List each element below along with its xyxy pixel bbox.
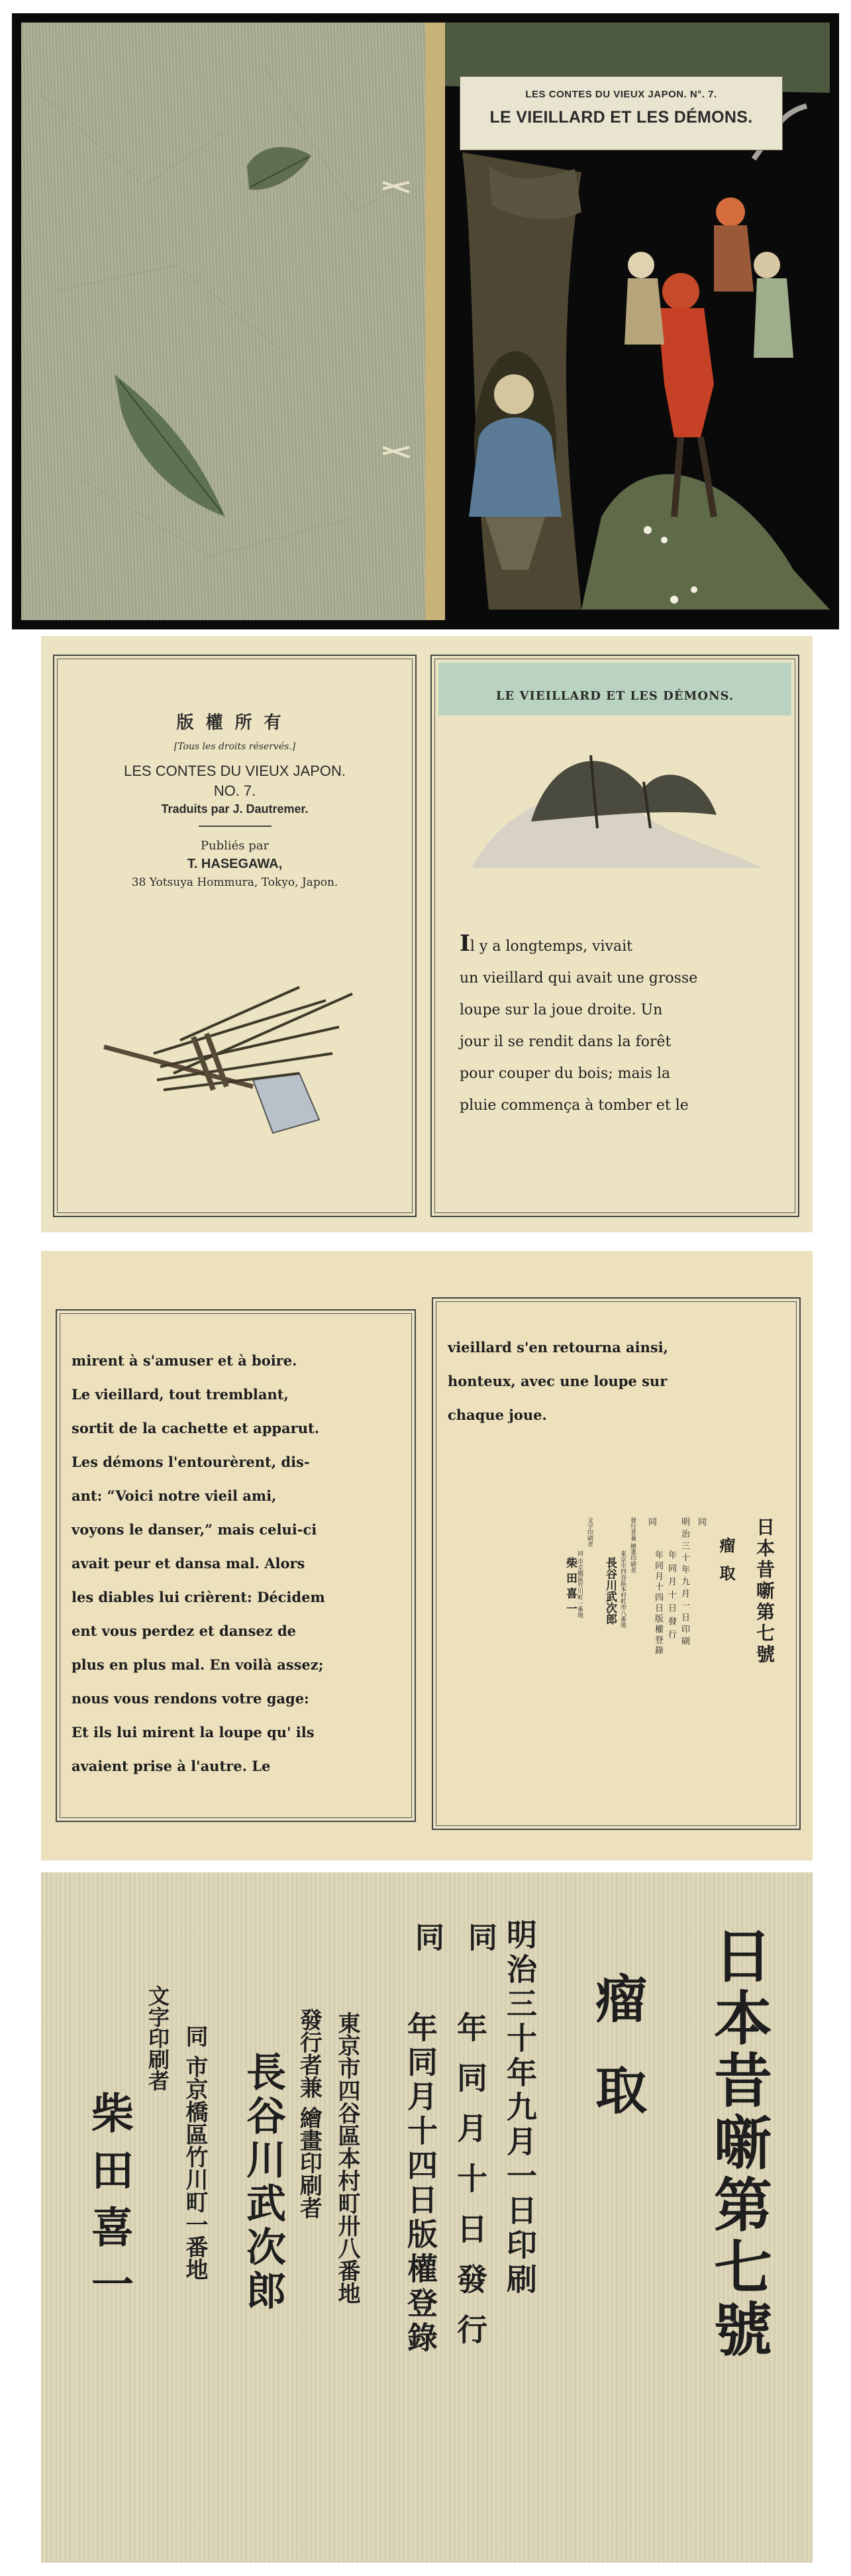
colophon-publish-date: 年同月十日發行 <box>666 1550 676 1643</box>
colophon-same: 同 <box>646 1517 656 1526</box>
publisher-role: 發行者兼 繪畫印刷者 <box>295 2008 323 2219</box>
printer-role: 文字印刷者 <box>145 1985 170 2091</box>
divider <box>199 826 272 827</box>
text-line: vieillard s'en retourna ainsi, <box>448 1339 668 1356</box>
publisher-address: 東京市四谷區本村町卅八番地 <box>334 2012 360 2304</box>
colophon-printer-role: 文字印刷者 <box>586 1517 593 1547</box>
colophon-printer-address: 同 市京橋區竹川町一番地 <box>576 1550 583 1618</box>
text-line: ent vous perdez et dansez de <box>72 1623 297 1639</box>
text-line: mirent à s'amuser et à boire. <box>72 1352 297 1369</box>
colophon-publisher-role: 發行者兼 繪畫印刷者 <box>629 1517 636 1573</box>
text-line: pour couper du bois; mais la <box>460 1065 671 1082</box>
published-by: Publiés par <box>200 839 270 853</box>
last-spread-photo <box>41 1251 813 1860</box>
publisher-name: T. HASEGAWA, <box>187 857 283 871</box>
text-line: loupe sur la joue droite. Un <box>460 1002 663 1018</box>
series-title: LES CONTES DU VIEUX JAPON. N°. 7. <box>525 89 717 100</box>
same-mark: 同 <box>410 1922 444 1951</box>
rights-notice: [Tous les droits réservés.] <box>174 741 296 752</box>
title-spread-photo <box>41 636 813 1232</box>
text-line: voyons le danser,” mais celui-ci <box>72 1521 317 1538</box>
colophon-printer-name: 柴田喜一 <box>564 1557 577 1618</box>
colophon-publisher-address: 東京市四谷區本村町卅八番地 <box>619 1550 626 1628</box>
text-line: Le vieillard, tout tremblant, <box>72 1386 289 1403</box>
text-line: jour il se rendit dans la forêt <box>460 1034 672 1050</box>
series-name: LES CONTES DU VIEUX JAPON. <box>124 763 346 779</box>
book-title: LE VIEILLARD ET LES DÉMONS. <box>489 108 753 127</box>
text-line: nous vous rendons votre gage: <box>72 1690 309 1707</box>
story-heading: LE VIEILLARD ET LES DÉMONS. <box>495 689 734 703</box>
colophon-print-date: 明治三十年九月一日印刷 <box>679 1517 689 1648</box>
colophon-story-title: 瘤取 <box>717 1537 736 1593</box>
colophon-publisher-name: 長谷川武次郎 <box>603 1557 617 1625</box>
colophon-closeup-photo <box>41 1872 813 2563</box>
colophon-series-title: 日本昔噺第七號 <box>754 1517 776 1666</box>
series-number: NO. 7. <box>213 782 256 799</box>
story-title: 瘤取 <box>587 1972 647 2155</box>
same-mark: 同 <box>463 1922 497 1951</box>
registration-date: 年同月十四日版權登錄 <box>403 2012 438 2356</box>
text-line: avaient prise à l'autre. Le <box>72 1758 271 1774</box>
colophon-same: 同 <box>696 1517 706 1526</box>
text-line: ant: “Voici notre vieil ami, <box>72 1487 277 1504</box>
title-page-text <box>54 709 415 889</box>
text-line: l y a longtemps, vivait <box>470 938 632 955</box>
text-line: avait peur et dansa mal. Alors <box>72 1555 305 1572</box>
publish-date: 年同月十日發行 <box>452 2012 488 2364</box>
translator: Traduits par J. Dautremer. <box>161 802 309 816</box>
text-line: sortit de la cachette et apparut. <box>72 1420 320 1436</box>
title-page <box>53 655 417 1217</box>
book-spine <box>425 23 445 620</box>
text-line: plus en plus mal. En voilà assez; <box>72 1656 324 1673</box>
publisher-name: 長谷川武次郎 <box>240 2051 286 2314</box>
printer-address: 同 市京橋區竹川町一番地 <box>181 2025 208 2281</box>
story-first-page <box>430 655 799 1217</box>
text-line: honteux, avec une loupe sur <box>448 1373 668 1389</box>
story-page-right <box>432 1297 801 1830</box>
text-line: chaque joue. <box>448 1407 547 1423</box>
printer-name: 柴田喜一 <box>84 2091 134 2319</box>
story-ending <box>448 1330 668 1432</box>
cover-title-plate <box>460 76 783 150</box>
publisher-address: 38 Yotsuya Hommura, Tokyo, Japon. <box>131 876 338 889</box>
cover-photo <box>12 13 839 629</box>
story-body <box>72 1344 325 1783</box>
text-line: Les démons l'entourèrent, dis- <box>72 1454 310 1470</box>
brushwood-illustration <box>101 974 379 1146</box>
drop-cap: I <box>460 930 470 957</box>
text-line: un vieillard qui avait une grosse <box>460 970 698 987</box>
story-page-left <box>56 1309 416 1822</box>
series-title: 日本昔噺第七號 <box>705 1925 774 2361</box>
text-line: les diables lui crièrent: Décidem <box>72 1589 325 1605</box>
colophon-reg-date: 年同月十四日版權登錄 <box>653 1550 663 1656</box>
landscape-illustration <box>472 716 763 868</box>
text-line: pluie commença à tomber et le <box>460 1097 689 1114</box>
print-date: 明治三十年九月一日印刷 <box>502 1919 538 2298</box>
story-body <box>460 928 697 1122</box>
japanese-copyright: 版權所有 <box>176 713 293 733</box>
text-line: Et ils lui mirent la loupe qu' ils <box>72 1724 315 1741</box>
